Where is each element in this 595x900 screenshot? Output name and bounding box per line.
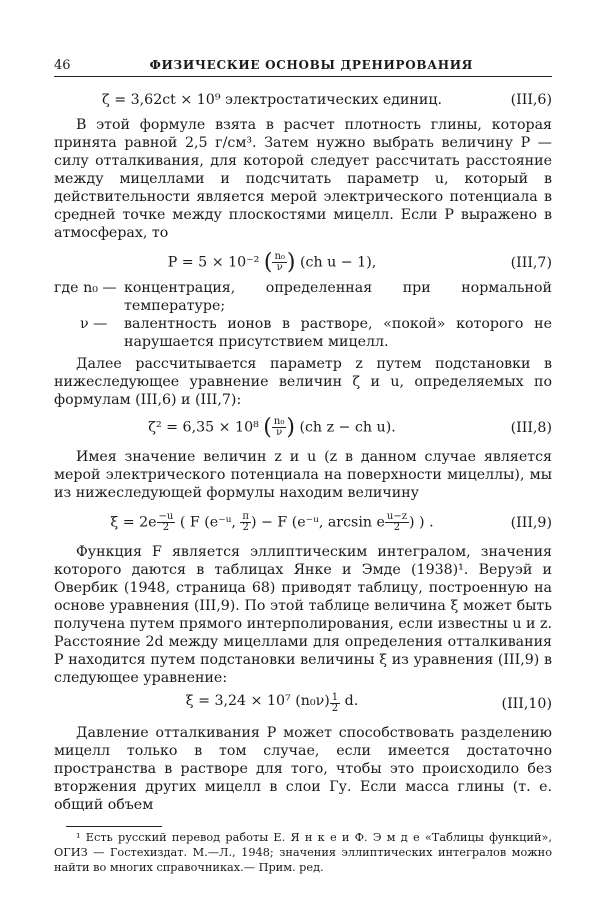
equation-number: (III,7) (510, 254, 552, 271)
exponent-u-z-2: $\frac{u-z}{2}$ (386, 511, 407, 533)
equation-left: ξ = 2e (110, 514, 157, 531)
page (54, 58, 552, 875)
running-title: ФИЗИЧЕСКИЕ ОСНОВЫ ДРЕНИРОВАНИЯ (149, 58, 474, 72)
equation-right: d. (340, 693, 359, 709)
paragraph-5: Давление отталкивания P может способствовать разделению мицелл только в том случае, если имеется достаточно пространства в растворе для того, чтобы это происходило без вторжения других мицелл в слои Гу. Если масса глины (т. е. общий объем (54, 725, 552, 813)
paragraph-3: Имея значение величин z и u (z в данном случае является мерой электрического потенциала на поверхности мицеллы), мы из нижеследующей формулы находим величину (54, 449, 552, 501)
definition-n0: где n₀ — концентрация, определенная при нормальной температуре; (54, 280, 552, 314)
equation-number: (III,10) (501, 695, 552, 712)
exponent-u-2: $\frac{-u}{2}$ (158, 511, 174, 533)
page-number: 46 (54, 58, 71, 73)
equation-iii-9: ξ = 2e $\frac{-u}{2}$ ( F (e⁻ᵘ, $\frac{\pi}{2}$ ) − F (e⁻ᵘ, arcsin e $\frac{u-z}{2}$ ) ) . (III,9) (110, 511, 552, 533)
fraction-pi-2: $\frac{\pi}{2}$ (242, 511, 249, 533)
footnote-divider (66, 826, 162, 827)
equation-number: (III,8) (510, 419, 552, 436)
paragraph-1: В этой формуле взята в расчет плотность глины, которая принята равной 2,5 г/см³. Затем нужно выбрать величину P — силу отталкивания, для которой следует рассчитать расстояние между мицеллами и подсчитать параметр u, который в действительности является мерой электрического потенциала в средней точке между плоскостями мицелл. Если P выражено в атмосферах, то (54, 117, 552, 241)
fraction-n0-nu: $\frac{\text{n₀}}{\nu}$ (273, 416, 285, 438)
equation-iii-7: P = 5 × 10⁻² ( $\frac{\text{n₀}}{\nu}$ ) (ch u − 1), (III,7) (167, 250, 552, 275)
equation-right: (ch u − 1), (295, 254, 377, 271)
equation-left: ζ² = 6,35 × 10⁸ (148, 419, 264, 436)
definition-nu: ν — валентность ионов в растворе, «покой» которого не нарушается присутствием мицелл. (80, 316, 552, 350)
equation-right: (ch z − ch u). (294, 419, 396, 436)
equation-iii-10 (54, 693, 552, 714)
equation-number: (III,6) (510, 92, 552, 108)
equation-iii-8: ζ² = 6,35 × 10⁸ ( $\frac{\text{n₀}}{\nu}$ ) (ch z − ch u). (III,8) (148, 415, 552, 440)
footnote: ¹ Есть русский перевод работы Е. Я н к е и Ф. Э м д е «Таблицы функций», ОГИЗ — Гостехиздат. М.—Л., 1948; значения эллиптических интегралов можно найти во многих справочниках.— Прим. ред. (54, 831, 552, 874)
fraction-n0-nu: $\frac{\text{n₀}}{\nu}$ (274, 251, 285, 273)
paragraph-2: Далее рассчитывается параметр z путем подстановки в нижеследующее уравнение величин ζ и u, определяемых по формулам (III,6) и (III,7): (54, 356, 552, 408)
equation-number: (III,9) (510, 514, 552, 531)
equation-left: ξ = 3,24 × 10⁷ (n₀ν) (185, 693, 330, 709)
equation-body: ζ = 3,62ct × 10⁹ электростатических единиц. (102, 92, 442, 108)
running-header (54, 58, 552, 77)
symbol-definitions (54, 279, 552, 351)
equation-left: P = 5 × 10⁻² (167, 254, 264, 271)
exponent-one-half: $\frac{1}{2}$ (331, 692, 339, 714)
paragraph-4: Функция F является эллиптическим интегралом, значения которого даются в таблицах Янке и Эмде (1938)¹. Веруэй и Овербик (1948, страница 68) приводят таблицу, построенную на основе уравнения (III,9). По этой таблице величина ξ может быть получена путем прямого интерполирования, если известны u и z. Расстояние 2d между мицеллами для определения отталкивания P находится путем подстановки величины ξ из уравнения (III,9) в следующее уравнение: (54, 544, 552, 686)
equation-iii-6 (54, 92, 552, 108)
